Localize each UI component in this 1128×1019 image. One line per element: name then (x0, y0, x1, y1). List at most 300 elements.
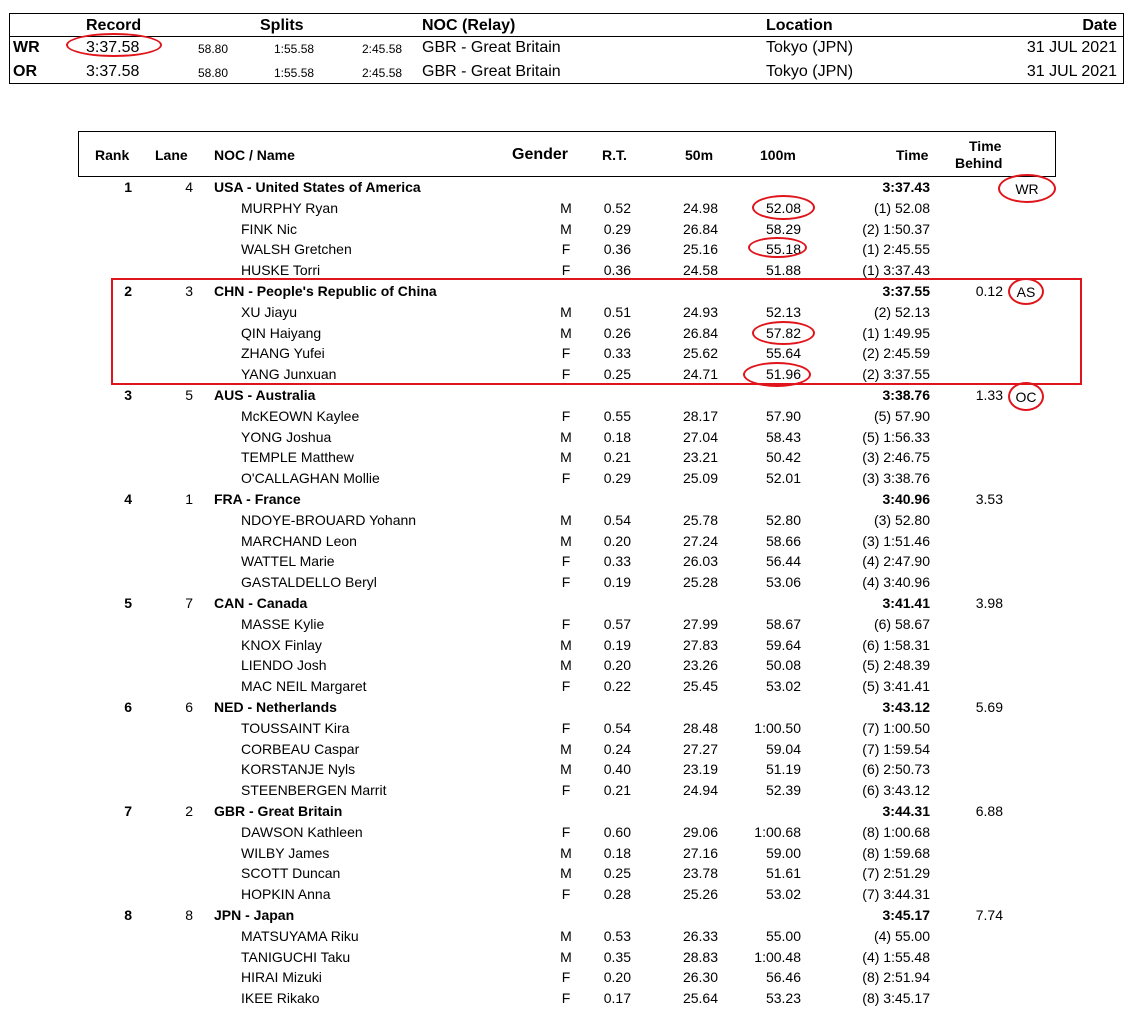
swimmer-name: MASSE Kylie (241, 616, 325, 632)
swimmer-gender: F (561, 366, 571, 382)
swimmer-row (0, 447, 1128, 467)
team-time: 3:40.96 (882, 491, 930, 507)
swimmer-reaction-time: 0.21 (603, 449, 631, 465)
swimmer-row (0, 510, 1128, 530)
swimmer-50m: 27.16 (682, 845, 718, 861)
swimmer-reaction-time: 0.26 (603, 325, 631, 341)
swimmer-name: MARCHAND Leon (241, 533, 357, 549)
swimmer-row (0, 427, 1128, 447)
rt-header: R.T. (602, 147, 627, 163)
record-mark-wr (998, 174, 1056, 203)
swimmer-100m: 58.67 (765, 616, 801, 632)
swimmer-row (0, 655, 1128, 675)
team-rank: 1 (124, 179, 132, 195)
record-noc: GBR - Great Britain (422, 63, 561, 80)
swimmer-name: STEENBERGEN Marrit (241, 782, 387, 798)
swimmer-row (0, 551, 1128, 571)
swimmer-name: GASTALDELLO Beryl (241, 574, 377, 590)
swimmer-gender: F (561, 886, 571, 902)
record-time: 3:37.58 (86, 63, 140, 80)
swimmer-100m: 1:00.68 (754, 824, 801, 840)
swimmer-row (0, 406, 1128, 426)
team-row (0, 593, 1128, 613)
swimmer-gender: M (560, 845, 572, 861)
100m-header: 100m (760, 147, 796, 163)
swimmer-reaction-time: 0.55 (603, 408, 631, 424)
swimmer-100m: 52.39 (765, 782, 801, 798)
swimmer-gender: F (561, 720, 571, 736)
swimmer-name: TOUSSAINT Kira (241, 720, 350, 736)
team-row (0, 489, 1128, 509)
swimmer-cumulative-time: (4) 55.00 (873, 928, 930, 944)
swimmer-100m: 51.61 (765, 865, 801, 881)
swimmer-cumulative-time: (1) 3:37.43 (862, 262, 930, 278)
team-rank: 4 (124, 491, 132, 507)
swimmer-100m: 52.13 (765, 304, 801, 320)
team-time: 3:37.55 (882, 283, 930, 299)
swimmer-reaction-time: 0.36 (603, 262, 631, 278)
swimmer-name: O'CALLAGHAN Mollie (241, 470, 380, 486)
swimmer-name: WATTEL Marie (241, 553, 335, 569)
swimmer-50m: 29.06 (682, 824, 718, 840)
swimmer-100m: 52.08 (765, 200, 801, 216)
swimmer-name: MAC NEIL Margaret (241, 678, 367, 694)
team-lane: 7 (185, 595, 193, 611)
swimmer-100m: 50.42 (765, 449, 801, 465)
time-header: Time (896, 147, 929, 163)
swimmer-row (0, 863, 1128, 883)
swimmer-100m: 1:00.50 (754, 720, 801, 736)
swimmer-gender: M (560, 741, 572, 757)
rank-header: Rank (95, 147, 130, 163)
team-time: 3:45.17 (882, 907, 930, 923)
swimmer-50m: 26.84 (682, 221, 718, 237)
swimmer-reaction-time: 0.20 (603, 969, 631, 985)
swimmer-name: FINK Nic (241, 221, 297, 237)
swimmer-50m: 25.26 (682, 886, 718, 902)
swimmer-cumulative-time: (1) 1:49.95 (862, 325, 930, 341)
swimmer-name: MATSUYAMA Riku (241, 928, 359, 944)
swimmer-100m: 58.66 (765, 533, 801, 549)
gender-header: Gender (512, 146, 569, 163)
swimmer-50m: 28.17 (682, 408, 718, 424)
swimmer-100m: 58.43 (765, 429, 801, 445)
record-split-50: 58.80 (198, 42, 229, 56)
swimmer-cumulative-time: (2) 52.13 (873, 304, 930, 320)
team-noc: USA - United States of America (214, 179, 421, 195)
swimmer-reaction-time: 0.25 (603, 366, 631, 382)
swimmer-gender: M (560, 761, 572, 777)
location-header: Location (766, 17, 833, 34)
swimmer-reaction-time: 0.54 (603, 512, 631, 528)
swimmer-reaction-time: 0.29 (603, 221, 631, 237)
swimmer-reaction-time: 0.28 (603, 886, 631, 902)
swimmer-reaction-time: 0.33 (603, 345, 631, 361)
swimmer-50m: 23.78 (682, 865, 718, 881)
swimmer-100m: 1:00.48 (754, 949, 801, 965)
swimmer-50m: 27.24 (682, 533, 718, 549)
swimmer-reaction-time: 0.57 (603, 616, 631, 632)
swimmer-gender: M (560, 304, 572, 320)
record-mark-label: WR (1015, 181, 1039, 197)
swimmer-name: KORSTANJE Nyls (241, 761, 356, 777)
team-noc: CHN - People's Republic of China (214, 283, 437, 299)
swimmer-cumulative-time: (4) 2:47.90 (862, 553, 930, 569)
swimmer-name: SCOTT Duncan (241, 865, 341, 881)
swimmer-reaction-time: 0.40 (603, 761, 631, 777)
splits-header: Splits (260, 17, 304, 34)
swimmer-name: CORBEAU Caspar (241, 741, 360, 757)
swimmer-gender: M (560, 200, 572, 216)
swimmer-gender: F (561, 969, 571, 985)
record-time: 3:37.58 (86, 39, 140, 56)
swimmer-gender: M (560, 657, 572, 673)
team-rank: 2 (124, 283, 132, 299)
swimmer-name: WALSH Gretchen (241, 241, 352, 257)
record-header: Record (86, 17, 142, 34)
time-behind-header-line2: Behind (955, 155, 1003, 171)
record-noc: GBR - Great Britain (422, 39, 561, 56)
swimmer-reaction-time: 0.17 (603, 990, 631, 1006)
swimmer-cumulative-time: (7) 2:51.29 (862, 865, 930, 881)
team-row (0, 697, 1128, 717)
swimmer-cumulative-time: (6) 58.67 (873, 616, 930, 632)
swimmer-50m: 28.83 (682, 949, 718, 965)
swimmer-100m: 53.06 (765, 574, 801, 590)
noc-relay-header: NOC (Relay) (422, 17, 516, 34)
swimmer-cumulative-time: (5) 1:56.33 (862, 429, 930, 445)
team-lane: 5 (185, 387, 193, 403)
time-behind-header-line1: Time (969, 138, 1002, 154)
team-time-behind: 6.88 (975, 803, 1003, 819)
team-lane: 3 (185, 283, 193, 299)
swimmer-row (0, 947, 1128, 967)
swimmer-cumulative-time: (2) 2:45.59 (862, 345, 930, 361)
highlight-ring-record-time (66, 33, 162, 57)
swimmer-reaction-time: 0.35 (603, 949, 631, 965)
swimmer-gender: M (560, 325, 572, 341)
record-location: Tokyo (JPN) (766, 39, 854, 56)
swimmer-cumulative-time: (1) 52.08 (873, 200, 930, 216)
record-mark-label: AS (1016, 284, 1036, 300)
swimmer-cumulative-time: (4) 3:40.96 (862, 574, 930, 590)
swimmer-100m: 50.08 (765, 657, 801, 673)
swimmer-50m: 25.62 (682, 345, 718, 361)
swimmer-100m: 56.46 (765, 969, 801, 985)
swimmer-gender: F (561, 678, 571, 694)
team-noc: NED - Netherlands (214, 699, 337, 715)
team-time: 3:38.76 (882, 387, 930, 403)
swimmer-100m: 56.44 (765, 553, 801, 569)
swimmer-50m: 24.71 (682, 366, 718, 382)
swimmer-name: KNOX Finlay (241, 637, 322, 653)
record-row (10, 61, 1123, 85)
swimmer-name: HOPKIN Anna (241, 886, 331, 902)
swimmer-cumulative-time: (5) 2:48.39 (862, 657, 930, 673)
swimmer-reaction-time: 0.24 (603, 741, 631, 757)
team-time-behind: 3.98 (975, 595, 1003, 611)
swimmer-100m: 53.02 (765, 886, 801, 902)
record-row (10, 37, 1123, 61)
swimmer-gender: M (560, 949, 572, 965)
swimmer-row (0, 780, 1128, 800)
swimmer-50m: 27.04 (682, 429, 718, 445)
swimmer-100m: 57.90 (765, 408, 801, 424)
swimmer-row (0, 822, 1128, 842)
swimmer-reaction-time: 0.20 (603, 533, 631, 549)
swimmer-cumulative-time: (6) 1:58.31 (862, 637, 930, 653)
swimmer-name: HIRAI Mizuki (241, 969, 322, 985)
team-rank: 8 (124, 907, 132, 923)
highlight-ring-murphy-100m (752, 195, 815, 220)
swimmer-cumulative-time: (6) 2:50.73 (862, 761, 930, 777)
swimmer-cumulative-time: (3) 1:51.46 (862, 533, 930, 549)
swimmer-row (0, 926, 1128, 946)
swimmer-50m: 25.45 (682, 678, 718, 694)
swimmer-100m: 55.18 (765, 241, 801, 257)
swimmer-cumulative-time: (8) 1:59.68 (862, 845, 930, 861)
team-row (0, 385, 1128, 405)
swimmer-name: HUSKE Torri (241, 262, 321, 278)
noc-name-header: NOC / Name (214, 147, 295, 163)
swimmer-cumulative-time: (8) 1:00.68 (862, 824, 930, 840)
team-rank: 6 (124, 699, 132, 715)
swimmer-reaction-time: 0.20 (603, 657, 631, 673)
swimmer-100m: 57.82 (765, 325, 801, 341)
swimmer-50m: 26.33 (682, 928, 718, 944)
swimmer-gender: F (561, 408, 571, 424)
team-time-behind: 1.33 (975, 387, 1003, 403)
swimmer-row (0, 219, 1128, 239)
swimmer-row (0, 239, 1128, 259)
swimmer-reaction-time: 0.51 (603, 304, 631, 320)
record-date: 31 JUL 2021 (1026, 63, 1117, 80)
swimmer-name: XU Jiayu (241, 304, 298, 320)
swimmer-50m: 26.84 (682, 325, 718, 341)
swimmer-row (0, 967, 1128, 987)
swimmer-cumulative-time: (5) 57.90 (873, 408, 930, 424)
swimmer-gender: F (561, 616, 571, 632)
swimmer-reaction-time: 0.60 (603, 824, 631, 840)
swimmer-gender: F (561, 262, 571, 278)
record-code: OR (13, 63, 37, 80)
swimmer-reaction-time: 0.52 (603, 200, 631, 216)
swimmer-gender: F (561, 553, 571, 569)
team-time: 3:44.31 (882, 803, 930, 819)
swimmer-100m: 53.23 (765, 990, 801, 1006)
swimmer-row (0, 988, 1128, 1008)
swimmer-50m: 26.03 (682, 553, 718, 569)
team-lane: 8 (185, 907, 193, 923)
swimmer-100m: 59.04 (765, 741, 801, 757)
swimmer-reaction-time: 0.18 (603, 845, 631, 861)
swimmer-gender: F (561, 990, 571, 1006)
swimmer-50m: 23.19 (682, 761, 718, 777)
highlight-box-chn (111, 278, 1082, 385)
team-rank: 5 (124, 595, 132, 611)
swimmer-50m: 24.94 (682, 782, 718, 798)
swimmer-gender: M (560, 221, 572, 237)
swimmer-cumulative-time: (8) 3:45.17 (862, 990, 930, 1006)
swimmer-name: IKEE Rikako (241, 990, 320, 1006)
record-split-100: 1:55.58 (274, 42, 315, 56)
swimmer-50m: 28.48 (682, 720, 718, 736)
team-row (0, 177, 1128, 197)
team-row (0, 905, 1128, 925)
swimmer-row (0, 676, 1128, 696)
swimmer-gender: F (561, 345, 571, 361)
swimmer-50m: 23.21 (682, 449, 718, 465)
team-time-behind: 3.53 (975, 491, 1003, 507)
swimmer-row (0, 572, 1128, 592)
swimmer-row (0, 468, 1128, 488)
team-time: 3:37.43 (882, 179, 930, 195)
team-lane: 1 (185, 491, 193, 507)
swimmer-50m: 25.28 (682, 574, 718, 590)
swimmer-50m: 27.99 (682, 616, 718, 632)
swimmer-gender: M (560, 429, 572, 445)
swimmer-50m: 25.78 (682, 512, 718, 528)
swimmer-reaction-time: 0.19 (603, 637, 631, 653)
record-code: WR (13, 39, 40, 56)
lane-header: Lane (155, 147, 188, 163)
record-header-row (10, 14, 1123, 37)
swimmer-name: McKEOWN Kaylee (241, 408, 360, 424)
swimmer-100m: 53.02 (765, 678, 801, 694)
swimmer-cumulative-time: (7) 1:59.54 (862, 741, 930, 757)
highlight-ring-yang-100m (743, 362, 811, 387)
swimmer-row (0, 198, 1128, 218)
swimmer-reaction-time: 0.29 (603, 470, 631, 486)
team-rank: 3 (124, 387, 132, 403)
swimmer-50m: 25.64 (682, 990, 718, 1006)
swimmer-row (0, 635, 1128, 655)
team-time: 3:41.41 (882, 595, 930, 611)
swimmer-cumulative-time: (5) 3:41.41 (862, 678, 930, 694)
swimmer-reaction-time: 0.33 (603, 553, 631, 569)
team-row (0, 801, 1128, 821)
record-location: Tokyo (JPN) (766, 63, 854, 80)
swimmer-50m: 27.27 (682, 741, 718, 757)
team-noc: JPN - Japan (214, 907, 295, 923)
swimmer-cumulative-time: (6) 3:43.12 (862, 782, 930, 798)
team-time-behind: 7.74 (975, 907, 1003, 923)
swimmer-reaction-time: 0.53 (603, 928, 631, 944)
swimmer-100m: 51.96 (765, 366, 801, 382)
swimmer-name: MURPHY Ryan (241, 200, 338, 216)
swimmer-100m: 52.01 (765, 470, 801, 486)
swimmer-50m: 23.26 (682, 657, 718, 673)
swimmer-row (0, 614, 1128, 634)
swimmer-100m: 52.80 (765, 512, 801, 528)
swimmer-100m: 51.88 (765, 262, 801, 278)
swimmer-gender: F (561, 470, 571, 486)
record-mark-as (1008, 278, 1044, 305)
swimmer-reaction-time: 0.25 (603, 865, 631, 881)
swimmer-reaction-time: 0.22 (603, 678, 631, 694)
swimmer-reaction-time: 0.18 (603, 429, 631, 445)
swimmer-gender: M (560, 637, 572, 653)
swimmer-name: ZHANG Yufei (241, 345, 325, 361)
team-lane: 2 (185, 803, 193, 819)
swimmer-50m: 25.16 (682, 241, 718, 257)
swimmer-name: YONG Joshua (241, 429, 332, 445)
results-header-row (78, 131, 1056, 177)
record-split-150: 2:45.58 (362, 42, 403, 56)
record-table (9, 13, 1124, 84)
swimmer-reaction-time: 0.36 (603, 241, 631, 257)
record-mark-label: OC (1015, 389, 1037, 405)
swimmer-100m: 55.64 (765, 345, 801, 361)
swimmer-name: YANG Junxuan (241, 366, 337, 382)
swimmer-name: LIENDO Josh (241, 657, 327, 673)
swimmer-row (0, 759, 1128, 779)
swimmer-cumulative-time: (3) 2:46.75 (862, 449, 930, 465)
swimmer-row (0, 718, 1128, 738)
swimmer-gender: F (561, 241, 571, 257)
team-noc: CAN - Canada (214, 595, 308, 611)
swimmer-reaction-time: 0.21 (603, 782, 631, 798)
swimmer-cumulative-time: (7) 1:00.50 (862, 720, 930, 736)
swimmer-name: DAWSON Kathleen (241, 824, 363, 840)
swimmer-cumulative-time: (3) 3:38.76 (862, 470, 930, 486)
swimmer-cumulative-time: (4) 1:55.48 (862, 949, 930, 965)
swimmer-name: TEMPLE Matthew (241, 449, 354, 465)
swimmer-row (0, 531, 1128, 551)
swimmer-100m: 59.00 (765, 845, 801, 861)
highlight-ring-walsh-100m (748, 237, 807, 258)
swimmer-reaction-time: 0.54 (603, 720, 631, 736)
team-noc: FRA - France (214, 491, 301, 507)
record-date: 31 JUL 2021 (1026, 39, 1117, 56)
swimmer-50m: 24.93 (682, 304, 718, 320)
swimmer-50m: 25.09 (682, 470, 718, 486)
swimmer-name: WILBY James (241, 845, 330, 861)
team-noc: AUS - Australia (214, 387, 316, 403)
team-lane: 4 (185, 179, 193, 195)
swimmer-gender: F (561, 824, 571, 840)
swimmer-cumulative-time: (1) 2:45.55 (862, 241, 930, 257)
record-mark-oc (1008, 382, 1044, 411)
swimmer-gender: F (561, 574, 571, 590)
record-split-50: 58.80 (198, 66, 229, 80)
swimmer-100m: 59.64 (765, 637, 801, 653)
swimmer-50m: 24.98 (682, 200, 718, 216)
swimmer-name: NDOYE-BROUARD Yohann (241, 512, 417, 528)
team-time-behind: 5.69 (975, 699, 1003, 715)
team-rank: 7 (124, 803, 132, 819)
50m-header: 50m (685, 147, 714, 163)
date-header: Date (1082, 17, 1117, 34)
swimmer-cumulative-time: (8) 2:51.94 (862, 969, 930, 985)
swimmer-50m: 27.83 (682, 637, 718, 653)
swimmer-50m: 26.30 (682, 969, 718, 985)
swimmer-reaction-time: 0.19 (603, 574, 631, 590)
swimmer-row (0, 739, 1128, 759)
swimmer-100m: 55.00 (765, 928, 801, 944)
record-split-100: 1:55.58 (274, 66, 315, 80)
swimmer-gender: F (561, 782, 571, 798)
swimmer-name: TANIGUCHI Taku (241, 949, 351, 965)
swimmer-gender: M (560, 865, 572, 881)
swimmer-row (0, 843, 1128, 863)
team-noc: GBR - Great Britain (214, 803, 343, 819)
swimmer-100m: 51.19 (765, 761, 801, 777)
swimmer-gender: M (560, 928, 572, 944)
swimmer-name: QIN Haiyang (241, 325, 322, 341)
highlight-ring-qin-100m (752, 321, 815, 345)
swimmer-row (0, 884, 1128, 904)
